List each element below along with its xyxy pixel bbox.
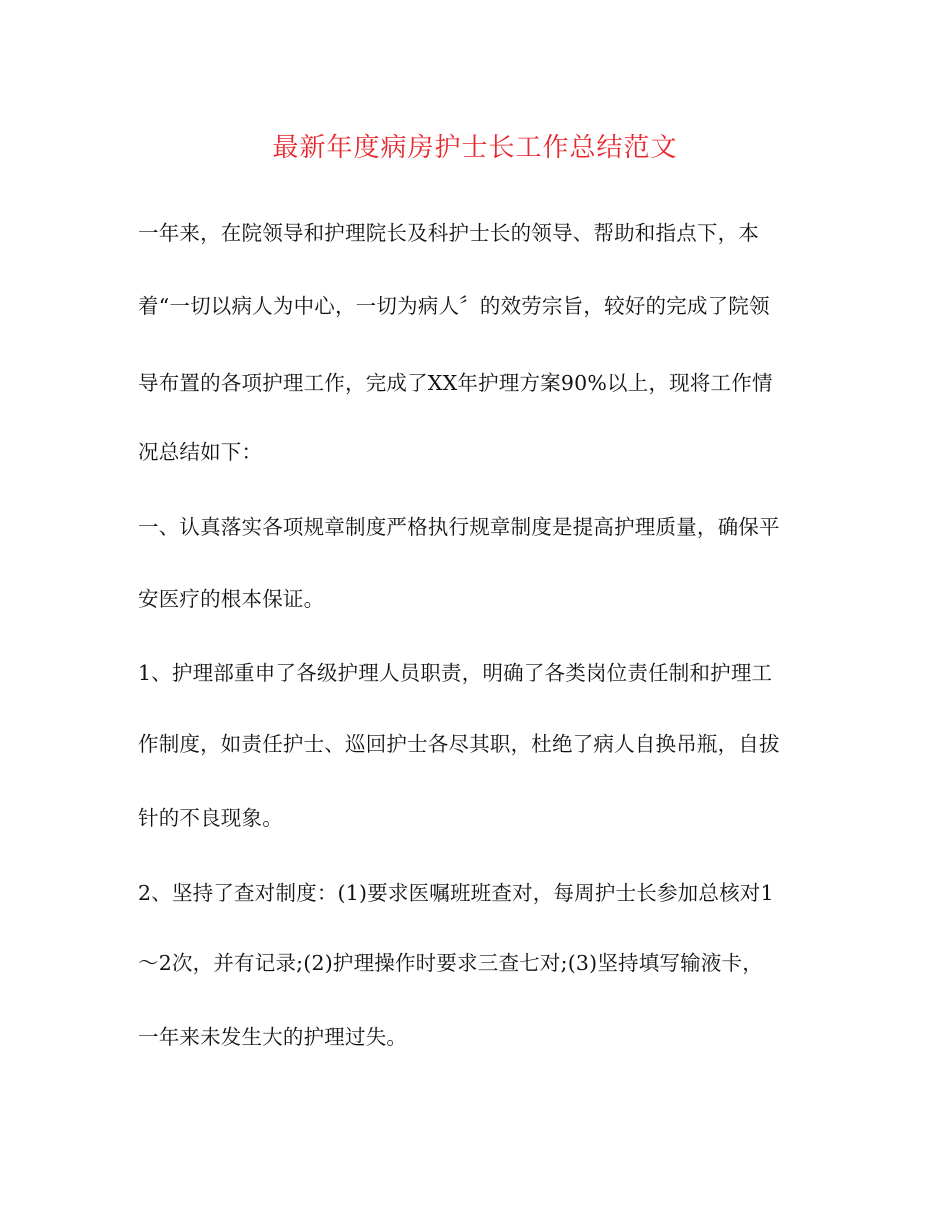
body-line-6: 安医疗的根本保证。 (138, 587, 325, 611)
document-title: 最新年度病房护士长工作总结范文 (272, 133, 678, 163)
body-line-10: 2、坚持了查对制度：(1)要求医嘱班班查对，每周护士长参加总核对1 (138, 881, 774, 905)
body-line-2: 着“一切以病人为中心，一切为病人〞的效劳宗旨，较好的完成了院领 (138, 294, 770, 318)
body-line-9: 针的不良现象。 (138, 806, 283, 830)
body-line-11: ～2次，并有记录;(2)护理操作时要求三查七对;(3)坚持填写输液卡， (138, 951, 763, 975)
body-line-12: 一年来未发生大的护理过失。 (138, 1025, 408, 1049)
body-line-5: 一、认真落实各项规章制度严格执行规章制度是提高护理质量，确保平 (138, 515, 780, 539)
body-line-1: 一年来，在院领导和护理院长及科护士长的领导、帮助和指点下，本 (138, 221, 759, 245)
body-line-4: 况总结如下： (138, 440, 263, 464)
body-line-7: 1、护理部重申了各级护理人员职责，明确了各类岗位责任制和护理工 (138, 661, 773, 685)
body-line-3: 导布置的各项护理工作，完成了XX年护理方案90%以上，现将工作情 (138, 371, 773, 395)
body-line-8: 作制度，如责任护士、巡回护士各尽其职，杜绝了病人自换吊瓶，自拔 (138, 732, 780, 756)
